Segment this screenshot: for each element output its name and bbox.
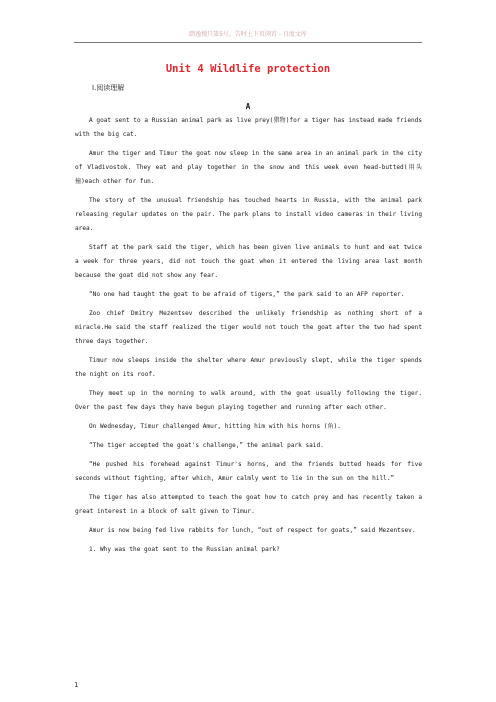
- paragraph: Amur the tiger and Timur the goat now sleep in the same area in an animal park in the city of Vladivostok. They eat and play together in the snow and this week even head-butted(用头撞)each other for fun.: [75, 150, 422, 185]
- paragraph: “The tiger accepted the goat's challenge,” the animal park said.: [89, 442, 324, 449]
- paragraph: They meet up in the morning to walk around, with the goat usually following the tiger. Over the past few days they have begun playing together and running after each other.: [75, 390, 422, 411]
- paragraph: Amur is now being fed live rabbits for lunch, “out of respect for goats,” said Mezentsev.: [89, 527, 416, 534]
- paragraph: The story of the unusual friendship has touched hearts in Russia, with the animal park releasing regular updates on the pair. The park plans to install video cameras in their living area.: [75, 197, 422, 232]
- section-heading: Ⅰ.阅读理解: [92, 84, 125, 92]
- paragraph: The tiger has also attempted to teach the goat how to catch prey and has recently taken a great interest in a block of salt given to Timur.: [75, 494, 422, 515]
- paragraph: On Wednesday, Timur challenged Amur, hitting him with his horns (角).: [89, 423, 341, 430]
- paragraph: A goat sent to a Russian animal park as live prey(猎物)for a tiger has instead made friends with the big cat.: [75, 117, 422, 138]
- paragraph: “He pushed his forehead against Timur's horns, and the friends butted heads for five seconds without fighting, after which, Amur calmly went to lie in the sun on the hill.”: [75, 461, 422, 482]
- header-watermark-note: 踏逸搜只第5号，告时上下页浏首 ‑ 日度文库: [189, 31, 307, 38]
- header-rule: [74, 42, 422, 43]
- paragraph: Staff at the park said the tiger, which has been given live animals to hunt and eat twice a week for three years, did not touch the goat when it entered the living area last month because the goat did not show any fear.: [75, 244, 422, 279]
- paragraph: Timur now sleeps inside the shelter where Amur previously slept, while the tiger spends the night on its roof.: [75, 357, 422, 378]
- question: 1. Why was the goat sent to the Russian animal park?: [89, 546, 280, 553]
- paragraph: Zoo chief Dmitry Mezentsev described the unlikely friendship as nothing short of a miracle.He said the staff realized the tiger would not touch the goat after the two had spent three days together.: [75, 310, 422, 345]
- paragraph: “No one had taught the goat to be afraid of tigers,” the park said to an AFP reporter.: [89, 291, 405, 298]
- passage-body: [75, 114, 422, 562]
- passage-label: A: [245, 102, 251, 111]
- page-number: 1: [74, 681, 79, 689]
- page-title: Unit 4 Wildlife protection: [165, 63, 331, 75]
